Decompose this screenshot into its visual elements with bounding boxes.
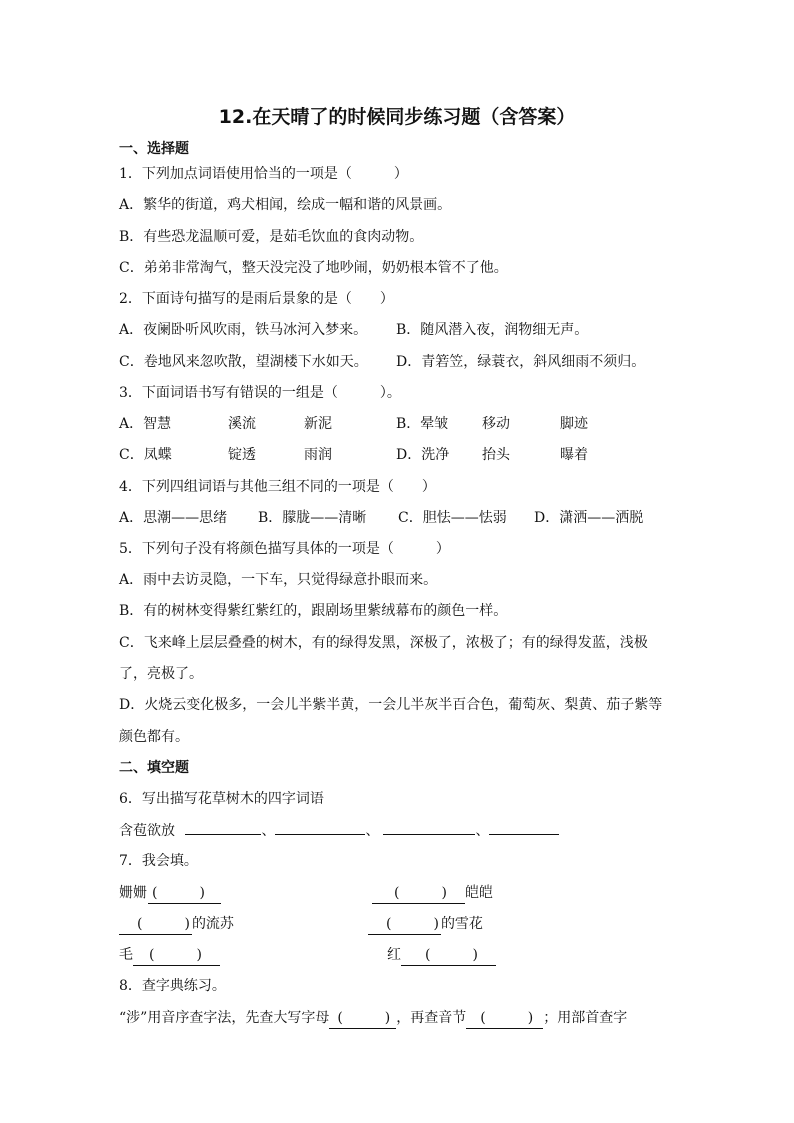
question-1-option-a[interactable]: A．繁华的街道，鸡犬相闻，绘成一幅和谐的风景画。 — [119, 197, 452, 213]
question-7-stem: 7．我会填。 — [119, 853, 198, 869]
separator: 、 — [475, 823, 490, 839]
question-1-option-c[interactable]: C．弟弟非常淘气，整天没完没了地吵闹，奶奶根本管不了他。 — [119, 260, 508, 276]
separator: 、 — [261, 823, 276, 839]
question-3-option-a-word-3: 新泥 — [304, 416, 332, 432]
question-5-stem: 5．下列句子没有将颜色描写具体的一项是（ ） — [119, 541, 450, 557]
question-5-option-b[interactable]: B．有的树林变得紫红紫红的，跟剧场里紫绒幕布的颜色一样。 — [119, 603, 508, 619]
question-6-blank-2[interactable] — [275, 820, 365, 835]
question-7-item-2: ( ) 皑皑 — [372, 883, 493, 904]
question-3-option-d-word-3: 曝着 — [560, 447, 588, 463]
question-6-answer-line — [119, 820, 559, 841]
question-3-option-b-word-2: 移动 — [482, 416, 510, 432]
section-heading-fill: 二、填空题 — [119, 760, 189, 776]
question-2-stem: 2．下面诗句描写的是雨后景象的是（ ） — [119, 291, 394, 307]
question-3-option-c-word-1[interactable]: C．凤蝶 — [119, 447, 172, 463]
question-2-option-a[interactable]: A．夜阑卧听风吹雨，铁马冰河入梦来。 — [119, 322, 368, 338]
question-6-example-word: 含苞欲放 — [119, 823, 175, 839]
question-8-line-1: “涉”用音序查字法，先查大写字母 ( ) ，再查音节 ( ) ；用部首查字 — [119, 1008, 627, 1029]
question-5-option-a[interactable]: A．雨中去访灵隐，一下车，只觉得绿意扑眼而来。 — [119, 572, 438, 588]
question-3-option-b-word-1[interactable]: B．晕皱 — [396, 416, 449, 432]
question-3-option-c-word-2: 锭透 — [228, 447, 256, 463]
question-4-option-a[interactable]: A．思潮——思绪 — [119, 510, 228, 526]
question-2-option-d[interactable]: D．青箬笠，绿蓑衣，斜风细雨不须归。 — [396, 354, 646, 370]
question-7-blank-3[interactable]: ( ) — [119, 914, 192, 935]
question-8-stem: 8．查字典练习。 — [119, 978, 226, 994]
question-5-option-c-continued: 了，亮极了。 — [119, 666, 203, 682]
question-4-stem: 4．下列四组词语与其他三组不同的一项是（ ） — [119, 479, 436, 495]
question-4-option-c[interactable]: C．胆怯——怯弱 — [398, 510, 507, 526]
question-6-stem: 6．写出描写花草树木的四字词语 — [119, 791, 324, 807]
question-6-blank-1[interactable] — [185, 820, 261, 835]
question-3-option-a-word-2: 溪流 — [228, 416, 256, 432]
question-7-item-4: ( ) 的雪花 — [368, 914, 483, 935]
question-7-item-6: 红 ( ) — [387, 945, 496, 966]
question-5-option-d-continued: 颜色都有。 — [119, 729, 189, 745]
question-3-option-d-word-2: 抬头 — [482, 447, 510, 463]
question-7-item-5: 毛 ( ) — [119, 945, 220, 966]
question-8-blank-syllable[interactable]: ( ) — [466, 1008, 543, 1029]
page-title: 12.在天晴了的时候同步练习题（含答案） — [218, 106, 576, 128]
question-7-item-1: 姗姗 ( ) — [119, 883, 221, 904]
question-3-stem: 3．下面词语书写有错误的一组是（ ）。 — [119, 385, 401, 401]
question-7-blank-6[interactable]: ( ) — [401, 945, 496, 966]
question-1-stem: 1．下列加点词语使用恰当的一项是（ ） — [119, 166, 408, 182]
question-7-item-3: ( ) 的流苏 — [119, 914, 234, 935]
question-6-blank-3[interactable] — [383, 820, 475, 835]
question-7-blank-2[interactable]: ( ) — [372, 883, 465, 904]
question-4-option-d[interactable]: D．潇洒——洒脱 — [534, 510, 644, 526]
question-1-option-b[interactable]: B．有些恐龙温顺可爱，是茹毛饮血的食肉动物。 — [119, 229, 424, 245]
question-7-blank-4[interactable]: ( ) — [368, 914, 441, 935]
separator: 、 — [365, 823, 380, 839]
question-3-option-c-word-3: 雨润 — [304, 447, 332, 463]
question-5-option-c[interactable]: C．飞来峰上层层叠叠的树木，有的绿得发黑，深极了，浓极了；有的绿得发蓝，浅极 — [119, 635, 648, 651]
question-7-blank-5[interactable]: ( ) — [133, 945, 220, 966]
section-heading-choice: 一、选择题 — [119, 141, 189, 157]
question-5-option-d[interactable]: D．火烧云变化极多，一会儿半紫半黄，一会儿半灰半百合色，葡萄灰、梨黄、茄子紫等 — [119, 697, 663, 713]
question-2-option-c[interactable]: C．卷地风来忽吹散，望湖楼下水如天。 — [119, 354, 368, 370]
question-6-blank-4[interactable] — [489, 820, 559, 835]
question-3-option-b-word-3: 脚迹 — [560, 416, 588, 432]
question-3-option-d-word-1[interactable]: D．洗净 — [396, 447, 450, 463]
question-2-option-b[interactable]: B．随风潜入夜，润物细无声。 — [396, 322, 589, 338]
question-4-option-b[interactable]: B．朦胧——清晰 — [258, 510, 367, 526]
question-8-blank-letter[interactable]: ( ) — [329, 1008, 396, 1029]
question-3-option-a-word-1[interactable]: A．智慧 — [119, 416, 172, 432]
question-7-blank-1[interactable]: ( ) — [148, 883, 221, 904]
